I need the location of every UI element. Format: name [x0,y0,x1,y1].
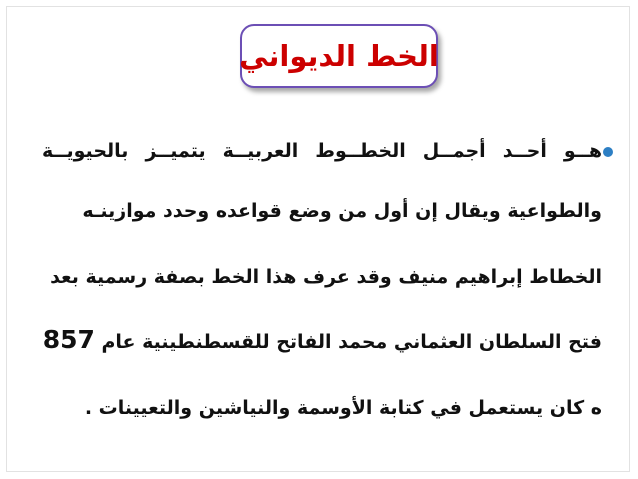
body-line-5: ه كان يستعمل في كتابة الأوسمة والنياشين والتعيينات . [84,397,602,419]
body-line-1: هــو أحــد أجمــل الخطــوط العربيــة يتميــز بالحيويــة [42,140,602,162]
title-box [240,24,438,88]
body-line-4 [43,325,602,357]
body-line-4-text: فتح السلطان العثماني محمد الفاتح للقسطنطينية عام [101,331,602,353]
year-number: 857 [42,325,95,354]
body-line-3: الخطاط إبراهيم منيف وقد عرف هذا الخط بصفة رسمية بعد [50,266,602,288]
body-line-2: والطواعية ويقال إن أول من وضع قواعده وحدد موازينـه [82,200,602,222]
slide-title: الخط الديواني [239,39,439,73]
round-bullet-icon [603,147,613,157]
